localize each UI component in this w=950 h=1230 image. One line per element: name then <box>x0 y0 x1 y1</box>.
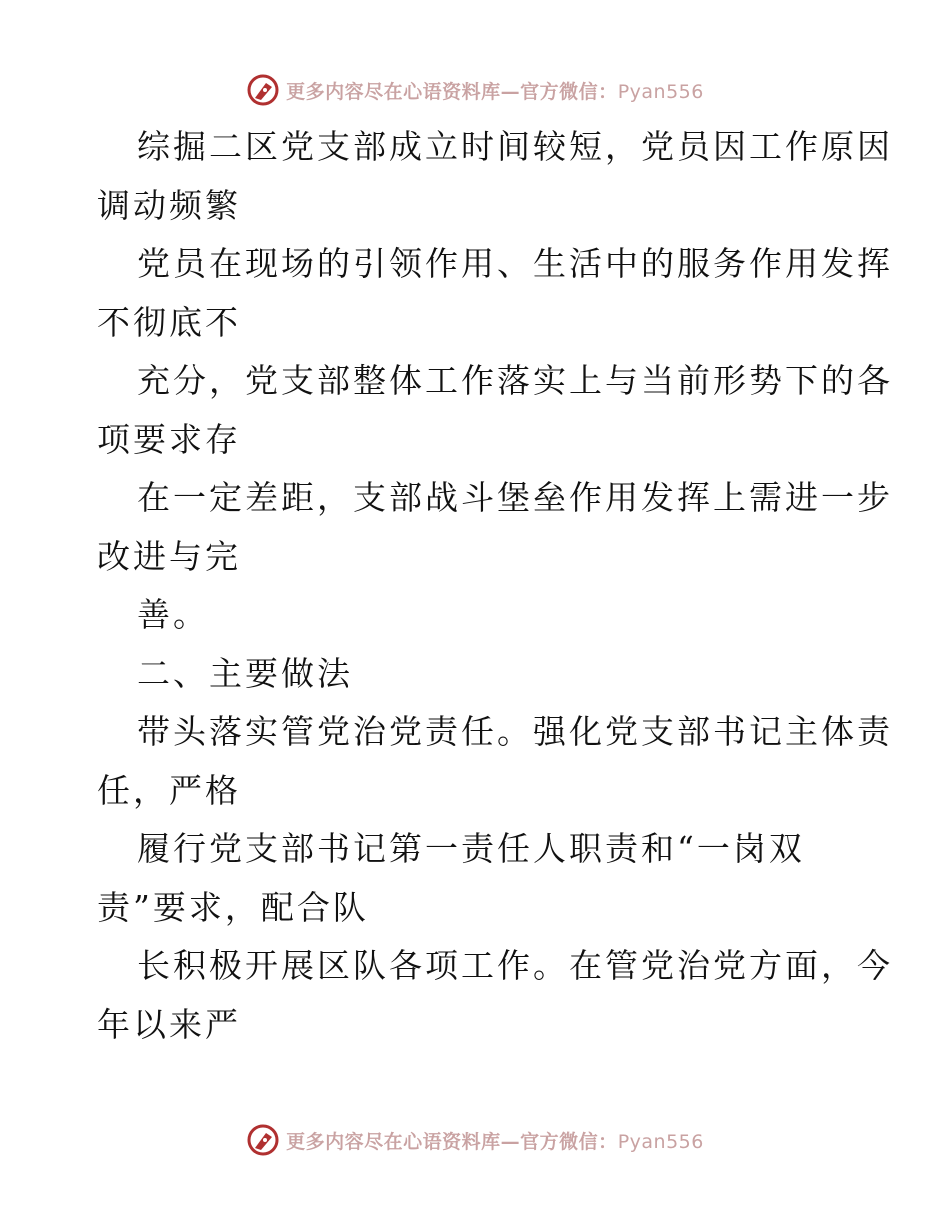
pen-nib-circle-logo-icon <box>246 1123 280 1157</box>
watermark-text <box>286 1127 704 1154</box>
watermark-contact-id: Pyan556 <box>617 1130 704 1153</box>
watermark-text <box>286 77 704 104</box>
body-line: 充分，党支部整体工作落实上与当前形势下的各 <box>137 361 893 400</box>
watermark-brand: 更多内容尽在心语资料库 <box>286 80 501 103</box>
body-line: 年以来严 <box>97 1004 241 1044</box>
watermark-separator: — <box>500 80 521 103</box>
body-line: 在一定差距，支部战斗堡垒作用发挥上需进一步 <box>137 478 893 517</box>
body-line: 长积极开展区队各项工作。在管党治党方面，今 <box>137 946 893 985</box>
watermark-official: 官方微信： <box>520 80 618 103</box>
body-line: 善。 <box>137 595 209 634</box>
body-line: 项要求存 <box>97 419 241 459</box>
body-line: 党员在现场的引领作用、生活中的服务作用发挥 <box>137 244 893 283</box>
footer-watermark <box>0 1120 950 1160</box>
body-line: 履行党支部书记第一责任人职责和“一岗双 <box>137 829 805 868</box>
body-line: 不彻底不 <box>97 302 241 342</box>
body-line: 改进与完 <box>97 536 241 576</box>
pen-nib-circle-logo-icon <box>246 73 280 107</box>
document-body <box>97 118 893 1054</box>
body-line: 任，严格 <box>97 770 241 810</box>
header-watermark <box>0 70 950 110</box>
body-line: 责”要求，配合队 <box>97 887 369 927</box>
section-heading: 二、主要做法 <box>137 653 353 693</box>
watermark-official: 官方微信： <box>520 1130 618 1153</box>
watermark-brand: 更多内容尽在心语资料库 <box>286 1130 501 1153</box>
body-line: 带头落实管党治党责任。强化党支部书记主体责 <box>137 712 893 751</box>
watermark-separator: — <box>500 1130 521 1153</box>
body-line: 综掘二区党支部成立时间较短，党员因工作原因 <box>137 127 893 166</box>
body-line: 调动频繁 <box>97 185 241 225</box>
watermark-contact-id: Pyan556 <box>617 80 704 103</box>
